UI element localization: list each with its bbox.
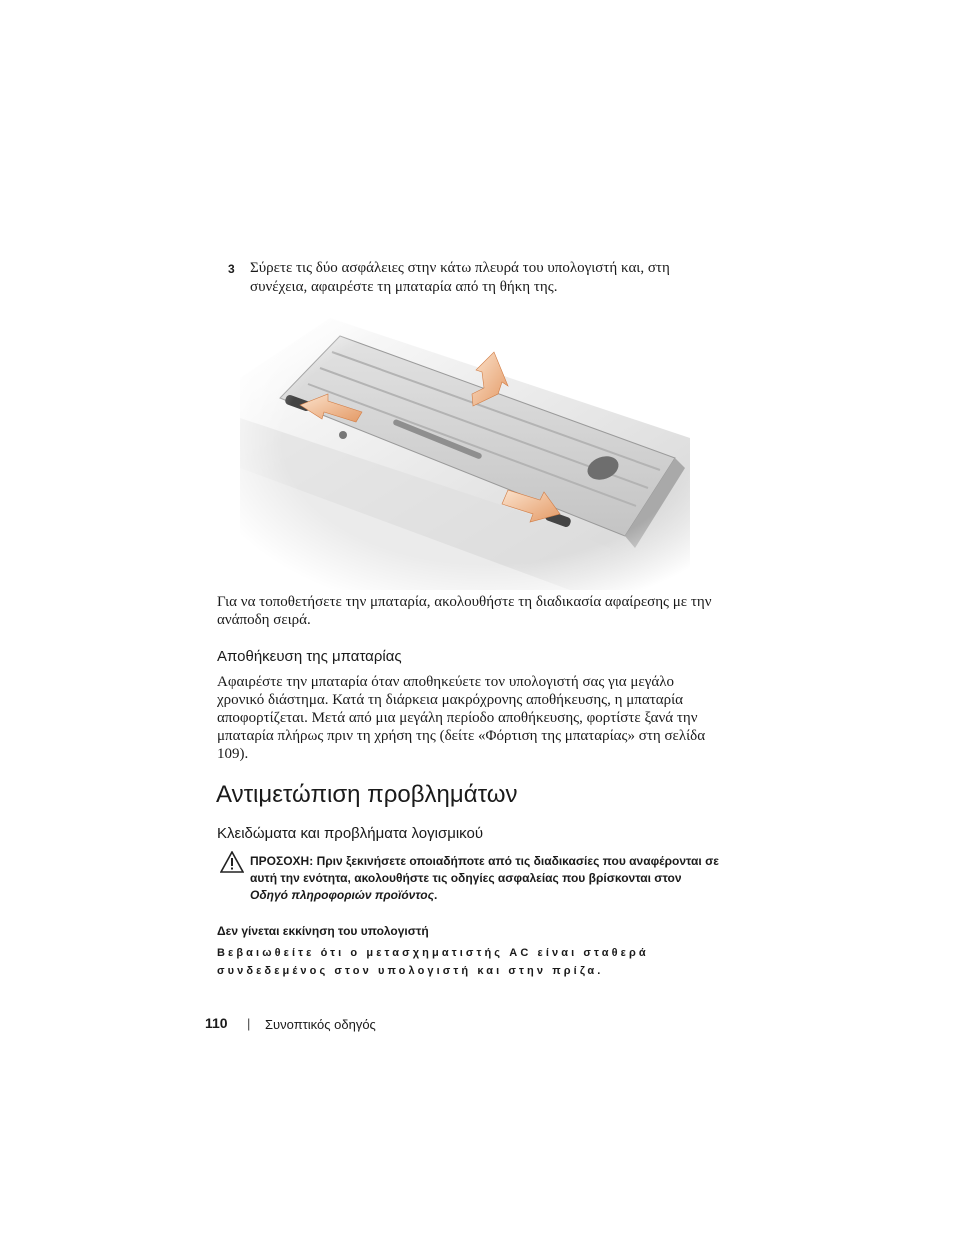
guide-title: Συνοπτικός οδηγός <box>265 1017 376 1032</box>
caution-body: Πριν ξεκινήσετε οποιαδήποτε από τις διαδικασίες που αναφέρονται σε αυτή την ενότητα, ακολουθήστε τις οδηγίες ασφαλείας που βρίσκονται στον <box>250 854 719 885</box>
lockups-heading: Κλειδώματα και προβλήματα λογισμικού <box>217 825 484 842</box>
caution-text <box>250 853 720 904</box>
storage-heading: Αποθήκευση της μπαταρίας <box>217 648 402 665</box>
install-text: Για να τοποθετήσετε την μπαταρία, ακολουθήστε τη διαδικασία αφαίρεσης με την ανάποδη σειρά. <box>217 594 712 628</box>
issue-text: Βεβαιωθείτε ότι ο μετασχηματιστής AC είναι σταθερά συνδεδεμένος στον υπολογιστή και στην πρίζα. <box>217 947 649 977</box>
storage-text: Αφαιρέστε την μπαταρία όταν αποθηκεύετε τον υπολογιστή σας για μεγάλο χρονικό διάστημα. Κατά τη διάρκεια μακρόχρονης αποθήκευσης, η μπαταρία αποφορτίζεται. Μετά από μια μεγάλη περίοδο αποθήκευσης, φορτίστε ξανά την μπαταρία πλήρως πριν τη χρήση της (δείτε «Φόρτιση της μπαταρίας» στη σελίδα 109). <box>217 674 706 762</box>
footer-separator: | <box>247 1016 251 1031</box>
battery-illustration <box>240 318 690 590</box>
page-number: 110 <box>205 1015 228 1031</box>
issue-heading: Δεν γίνεται εκκίνηση του υπολογιστή <box>217 924 429 938</box>
caution-reference: Οδηγό πληροφοριών προϊόντος <box>250 888 434 902</box>
warning-triangle-icon <box>220 851 244 873</box>
caution-end: . <box>433 888 438 902</box>
troubleshooting-heading: Αντιμετώπιση προβλημάτων <box>216 781 518 808</box>
step-number: 3 <box>228 262 235 276</box>
caution-label: ΠΡΟΣΟΧΗ: <box>250 854 314 868</box>
step-text: Σύρετε τις δύο ασφάλειες στην κάτω πλευρά του υπολογιστή και, στη συνέχεια, αφαιρέστε τη μπαταρία από τη θήκη της. <box>250 260 670 295</box>
